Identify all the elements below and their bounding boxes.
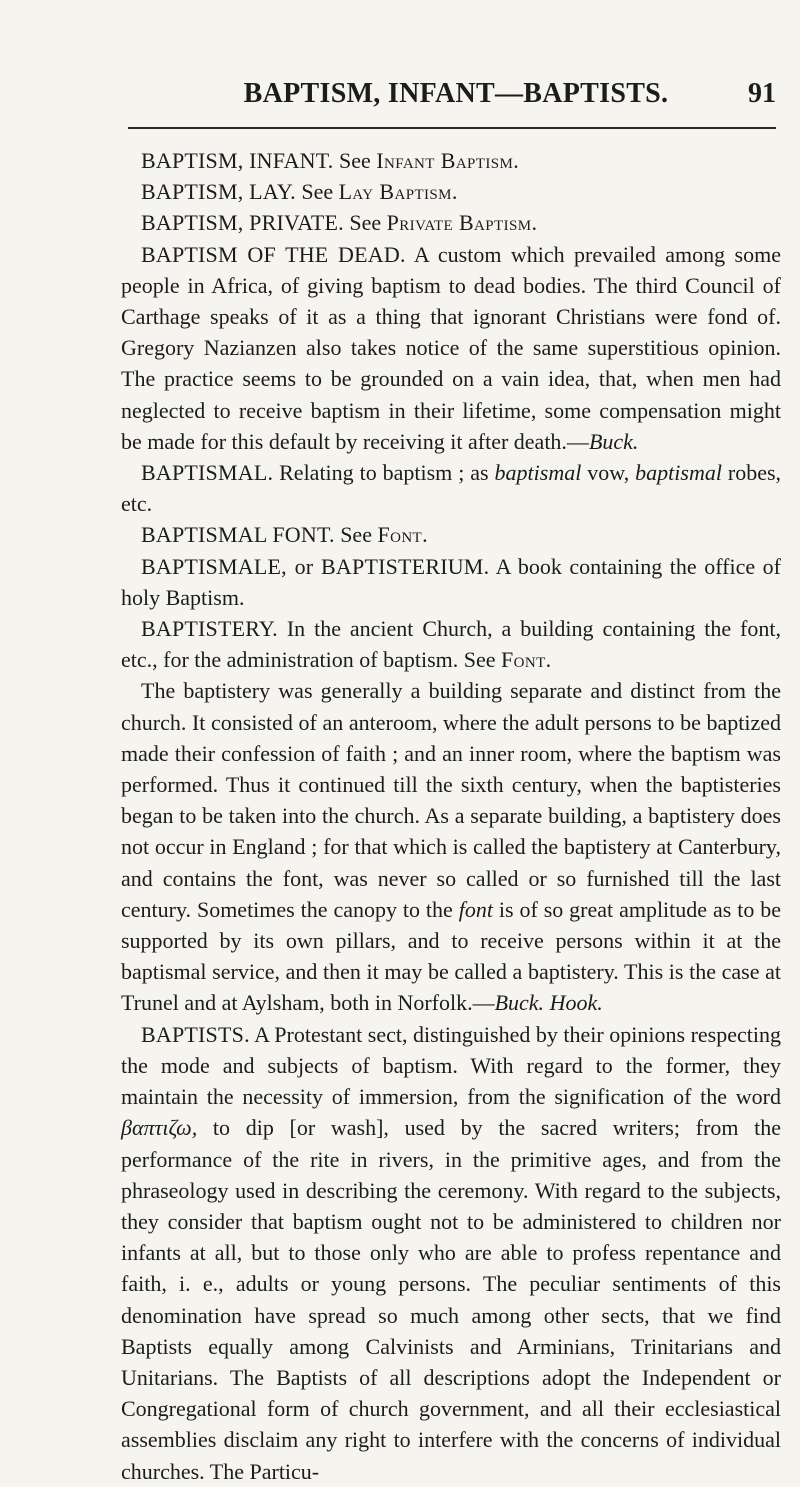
entry-text: In the ancient Church, a building containing the font, etc., for the administration of baptism. See (121, 616, 782, 673)
entry-text: vow, (587, 460, 630, 486)
greek-word: βαπτιζω, (121, 1115, 198, 1141)
italic-term: baptismal (494, 460, 582, 486)
headword: BAPTISMALE, or BAPTISTERIUM. (141, 553, 490, 579)
entry-baptismal (121, 457, 781, 519)
entry-baptismale (121, 551, 781, 613)
entry-baptism-infant (121, 145, 781, 176)
entry-baptism-lay (121, 176, 781, 207)
italic-term: baptismal (635, 460, 722, 486)
entry-baptists (121, 1019, 781, 1487)
headword: BAPTISMAL. (141, 460, 274, 486)
cross-reference: Infant Baptism. (376, 148, 520, 173)
headword: BAPTISM OF THE DEAD. (141, 241, 406, 267)
cross-reference: Private Baptism. (386, 210, 538, 236)
entry-baptismal-font (121, 519, 781, 550)
see-label: See (301, 179, 334, 205)
entry-text: Relating to baptism ; as (279, 460, 489, 486)
cross-reference: Font. (377, 522, 429, 548)
entry-text: A custom which prevailed among some people in Africa, of giving baptism to dead bodies. The third Council of Carthage speaks of it as a thing that ignorant Christians were fond of. Gregory Nazianzen also takes notice of the same superstitious opinion. The practice seems to be grounded on a vain idea, that, when men had neglected to receive baptism in their lifetime, some compensation might be made for this default by receiving it after death.— (121, 241, 781, 454)
entry-text: A Protestant sect, distinguished by their opinions respecting the mode and subjects of baptism. With regard to the former, they maintain the necessity of immersion, from the signification of the word (121, 1021, 781, 1110)
page-number: 91 (748, 78, 776, 109)
paragraph-text: The baptistery was generally a building separate and distinct from the church. It consisted of an anteroom, where the adult persons to be baptized made their confession of faith ; and an inner room, where the baptism was performed. Thus it continued till the sixth century, when the baptisteries began to be taken into the church. As a separate building, a baptistery does not occur in England ; for that which is called the baptistery at Canterbury, and contains the font, was never so called or so furnished till the last century. Sometimes the canopy to the (121, 678, 781, 922)
headword: BAPTISMAL FONT. (141, 522, 335, 548)
headword: BAPTISM, LAY. (141, 179, 296, 205)
headword: BAPTISM, INFANT. (141, 148, 334, 173)
see-label: See (338, 148, 371, 173)
see-label: See (340, 522, 372, 548)
see-label: See (349, 210, 382, 236)
running-head (128, 78, 776, 118)
entry-baptism-private (121, 207, 781, 238)
headword: BAPTISTERY. (141, 616, 278, 642)
headword: BAPTISM, PRIVATE. (141, 210, 344, 236)
baptistery-paragraph (121, 675, 781, 1018)
entry-baptism-of-the-dead (121, 239, 781, 457)
entry-text: A book containing the office of holy Baptism. (121, 553, 781, 610)
source-citation: Buck. (588, 428, 639, 454)
source-citation: Hook. (549, 990, 603, 1016)
source-citation: Buck. (494, 990, 545, 1016)
entry-text: robes, etc. (121, 460, 782, 517)
header-rule (128, 127, 776, 129)
headword: BAPTISTS. (141, 1021, 250, 1047)
cross-reference: Font. (501, 647, 552, 673)
entry-baptistery (121, 613, 781, 675)
dictionary-entries (121, 145, 781, 1487)
running-title: BAPTISM, INFANT—BAPTISTS. (243, 78, 669, 109)
italic-term: font (458, 896, 493, 922)
cross-reference: Lay Baptism. (338, 179, 458, 205)
paragraph-text: is of so great amplitude as to be supported by its own pillars, and to receive persons within it at the baptismal service, and then it may be called a baptistery. This is the case at Trunel and at Aylsham, both in Norfolk.— (121, 896, 782, 1016)
entry-text: to dip [or wash], used by the sacred writers; from the performance of the rite in rivers, in the primitive ages, and from the phraseology used in describing the ceremony. With regard to the subjects, they consider that baptism ought not to be administered to children nor infants at all, but to those only who are able to profess repentance and faith, i. e., adults or young persons. The peculiar sentiments of this denomination have spread so much among other sects, that we find Baptists equally among Calvinists and Arminians, Trinitarians and Unitarians. The Baptists of all descriptions adopt the Independent or Congregational form of church government, and all their ecclesiastical assemblies disclaim any right to interfere with the concerns of individual churches. The Particu- (121, 1115, 781, 1484)
